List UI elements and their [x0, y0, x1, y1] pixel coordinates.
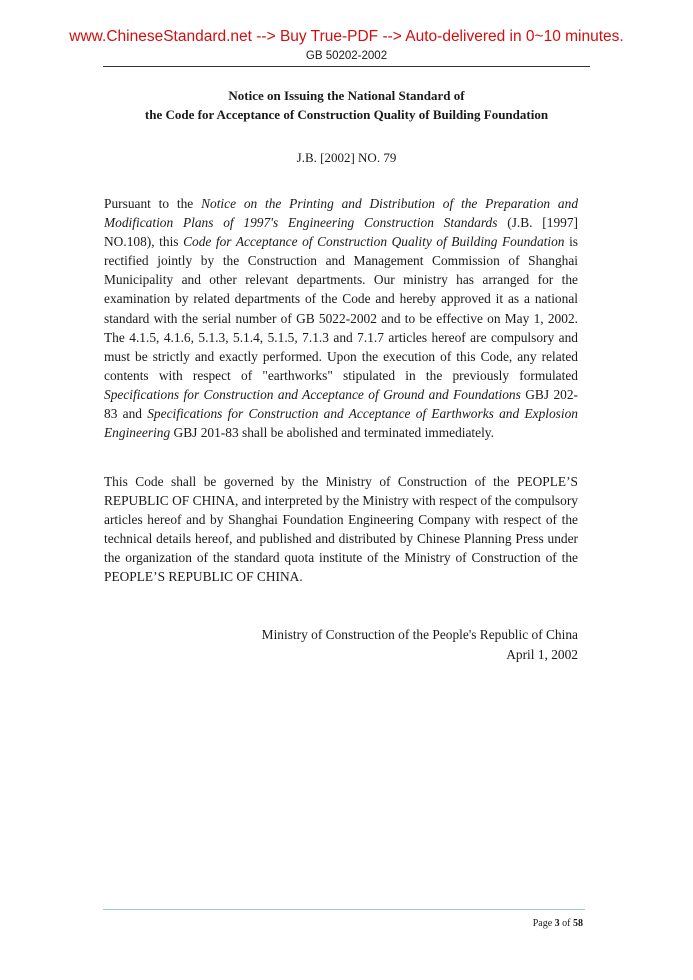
- paragraph-1-text: (J.B. [1997] NO.108), this: [104, 215, 578, 250]
- page-of: of: [559, 918, 573, 929]
- signature-block: [200, 625, 578, 664]
- promo-banner-link[interactable]: www.ChineseStandard.net --> Buy True-PDF --> Auto-delivered in 0~10 minutes.: [69, 28, 624, 45]
- notice-title-italic: Notice on the Printing and Distribution of the Preparation and Modification Plans of 1997's Engineering Construction Standards: [104, 196, 579, 231]
- footer-divider: [103, 909, 585, 910]
- title-line-2: the Code for Acceptance of Construction Quality of Building Foundation: [144, 107, 549, 122]
- code-title-italic: Code for Acceptance of Construction Quality of Building Foundation: [183, 234, 565, 250]
- page-number: [533, 918, 583, 929]
- paragraph-1: [104, 194, 578, 442]
- page-total: 58: [573, 918, 583, 929]
- issuer: Ministry of Construction of the People's Republic of China: [261, 627, 578, 642]
- earthworks-spec-title-italic: Specifications for Construction and Acceptance of Earthworks and Explosion Engineering: [104, 406, 579, 441]
- header-divider: [103, 66, 590, 67]
- paragraph-1-text: GBJ 201-83 shall be abolished and terminated immediately.: [170, 425, 494, 441]
- page-current: 3: [554, 918, 560, 929]
- issue-date: April 1, 2002: [506, 646, 578, 662]
- ground-spec-title-italic: Specifications for Construction and Acceptance of Ground and Foundations: [104, 386, 521, 402]
- paragraph-1-text: Pursuant to the: [104, 196, 202, 211]
- paragraph-1-text: is rectified jointly by the Construction and Management Commission of Shanghai Municipality and other relevant departments. Our ministry has arranged for the examination by related departments of the Code and hereby approved it as a national standard with the serial number of GB 5022-2002 and to be effective on May 1, 2002. The 4.1.5, 4.1.6, 5.1.3, 5.1.4, 5.1.5, 7.1.3 and 7.1.7 articles hereof are compulsory and must be strictly and exactly performed. Upon the execution of this Code, any related contents with respect of "earthworks" stipulated in the previously formulated: [104, 234, 578, 383]
- standard-number: GB 50202-2002: [305, 50, 388, 62]
- paragraph-1-text: GBJ 202-83 and: [104, 386, 578, 422]
- document-title: [60, 86, 633, 124]
- document-number: J.B. [2002] NO. 79: [296, 150, 397, 165]
- paragraph-2: This Code shall be governed by the Ministry of Construction of the PEOPLE’S REPUBLIC OF CHINA, and interpreted by the Ministry with respect of the compulsory articles hereof and by Shanghai Foundation Engineering Company with respect of the technical details hereof, and published and distributed by Chinese Planning Press under the organization of the standard quota institute of the Ministry of Construction of the PEOPLE’S REPUBLIC OF CHINA.: [104, 474, 578, 585]
- title-line-1: Notice on Issuing the National Standard of: [228, 88, 465, 103]
- page-label: Page: [532, 918, 555, 929]
